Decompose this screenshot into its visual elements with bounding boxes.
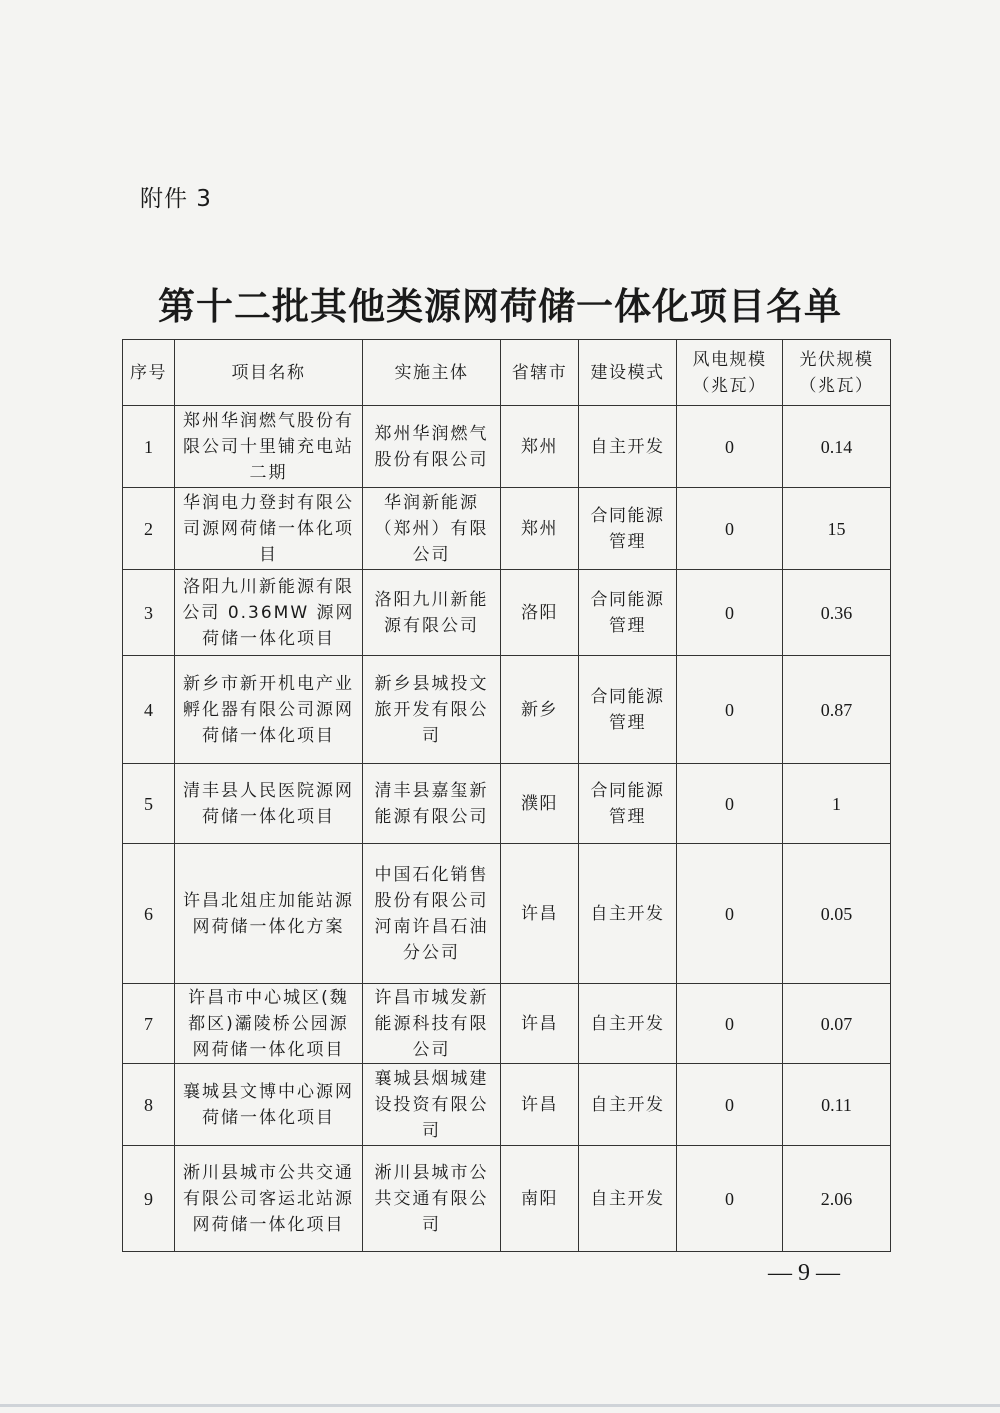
row-entity: 新乡县城投文旅开发有限公司 [363, 656, 501, 764]
row-solar: 0.05 [783, 844, 891, 984]
row-seq: 2 [123, 488, 175, 570]
row-wind: 0 [677, 984, 783, 1064]
row-mode: 自主开发 [579, 1064, 677, 1146]
row-project-name: 清丰县人民医院源网荷储一体化项目 [175, 764, 363, 844]
row-wind: 0 [677, 488, 783, 570]
row-city: 郑州 [501, 488, 579, 570]
row-city: 许昌 [501, 844, 579, 984]
row-entity: 华润新能源（郑州）有限公司 [363, 488, 501, 570]
header-mode: 建设模式 [579, 340, 677, 406]
row-city: 南阳 [501, 1146, 579, 1252]
table-row [123, 406, 891, 488]
row-project-name: 淅川县城市公共交通有限公司客运北站源网荷储一体化项目 [175, 1146, 363, 1252]
table-row [123, 488, 891, 570]
row-solar: 0.14 [783, 406, 891, 488]
row-seq: 9 [123, 1146, 175, 1252]
page-number: — 9 — [768, 1260, 840, 1286]
row-seq: 3 [123, 570, 175, 656]
table-row [123, 570, 891, 656]
header-solar: 光伏规模（兆瓦） [783, 340, 891, 406]
row-wind: 0 [677, 656, 783, 764]
row-entity: 清丰县嘉玺新能源有限公司 [363, 764, 501, 844]
row-city: 洛阳 [501, 570, 579, 656]
row-seq: 8 [123, 1064, 175, 1146]
row-entity: 洛阳九川新能源有限公司 [363, 570, 501, 656]
row-solar: 0.36 [783, 570, 891, 656]
row-entity: 许昌市城发新能源科技有限公司 [363, 984, 501, 1064]
row-project-name: 许昌北俎庄加能站源网荷储一体化方案 [175, 844, 363, 984]
row-solar: 1 [783, 764, 891, 844]
row-solar: 2.06 [783, 1146, 891, 1252]
table-row [123, 1064, 891, 1146]
table-row [123, 984, 891, 1064]
header-name: 项目名称 [175, 340, 363, 406]
row-mode: 自主开发 [579, 984, 677, 1064]
row-mode: 自主开发 [579, 844, 677, 984]
row-wind: 0 [677, 1146, 783, 1252]
document-title: 第十二批其他类源网荷储一体化项目名单 [158, 284, 842, 328]
row-mode: 合同能源管理 [579, 488, 677, 570]
row-solar: 0.87 [783, 656, 891, 764]
row-project-name: 襄城县文博中心源网荷储一体化项目 [175, 1064, 363, 1146]
row-seq: 4 [123, 656, 175, 764]
row-mode: 自主开发 [579, 1146, 677, 1252]
row-project-name: 华润电力登封有限公司源网荷储一体化项目 [175, 488, 363, 570]
row-city: 濮阳 [501, 764, 579, 844]
row-solar: 0.07 [783, 984, 891, 1064]
header-entity: 实施主体 [363, 340, 501, 406]
attachment-label: 附件 3 [140, 186, 212, 212]
row-wind: 0 [677, 844, 783, 984]
row-seq: 1 [123, 406, 175, 488]
header-city: 省辖市 [501, 340, 579, 406]
row-entity: 郑州华润燃气股份有限公司 [363, 406, 501, 488]
table-row [123, 656, 891, 764]
header-seq: 序号 [123, 340, 175, 406]
row-mode: 合同能源管理 [579, 764, 677, 844]
row-seq: 5 [123, 764, 175, 844]
row-city: 许昌 [501, 1064, 579, 1146]
row-seq: 7 [123, 984, 175, 1064]
bottom-edge-divider [0, 1404, 1000, 1407]
table-row [123, 764, 891, 844]
row-project-name: 洛阳九川新能源有限公司 0.36MW 源网荷储一体化项目 [175, 570, 363, 656]
row-project-name: 许昌市中心城区(魏都区)灞陵桥公园源网荷储一体化项目 [175, 984, 363, 1064]
row-wind: 0 [677, 764, 783, 844]
table-row [123, 844, 891, 984]
row-mode: 合同能源管理 [579, 656, 677, 764]
row-wind: 0 [677, 406, 783, 488]
row-wind: 0 [677, 570, 783, 656]
header-wind: 风电规模（兆瓦） [677, 340, 783, 406]
row-entity: 淅川县城市公共交通有限公司 [363, 1146, 501, 1252]
table-row [123, 1146, 891, 1252]
row-project-name: 新乡市新开机电产业孵化器有限公司源网荷储一体化项目 [175, 656, 363, 764]
project-table [122, 339, 891, 1252]
row-solar: 15 [783, 488, 891, 570]
row-solar: 0.11 [783, 1064, 891, 1146]
row-city: 许昌 [501, 984, 579, 1064]
row-seq: 6 [123, 844, 175, 984]
row-wind: 0 [677, 1064, 783, 1146]
row-mode: 合同能源管理 [579, 570, 677, 656]
row-entity: 襄城县烟城建设投资有限公司 [363, 1064, 501, 1146]
row-city: 郑州 [501, 406, 579, 488]
row-project-name: 郑州华润燃气股份有限公司十里铺充电站二期 [175, 406, 363, 488]
table-header-row [123, 340, 891, 406]
row-mode: 自主开发 [579, 406, 677, 488]
row-city: 新乡 [501, 656, 579, 764]
row-entity: 中国石化销售股份有限公司河南许昌石油分公司 [363, 844, 501, 984]
